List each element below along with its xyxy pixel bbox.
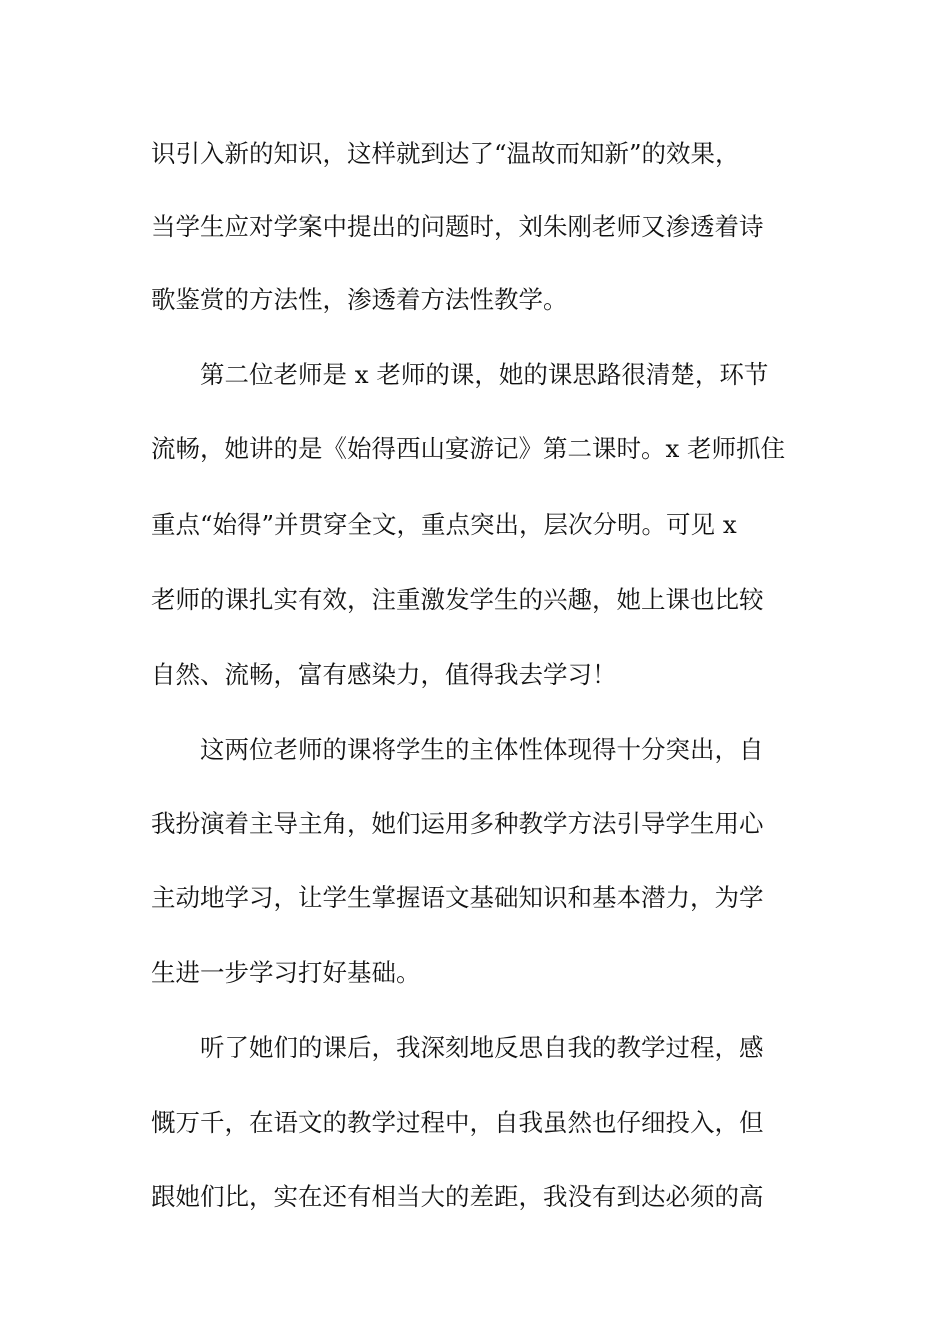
text-line: 跟她们比，实在还有相当大的差距，我没有到达必须的高	[151, 1182, 764, 1211]
text-line: 歌鉴赏的方法性，渗透着方法性教学。	[151, 285, 568, 314]
paragraph-first-line: 这两位老师的课将学生的主体性体现得十分突出，自	[200, 735, 764, 764]
text-line: 主动地学习，让学生掌握语文基础知识和基本潜力，为学	[151, 883, 764, 912]
text-line: 当学生应对学案中提出的问题时，刘朱刚老师又渗透着诗	[151, 212, 764, 241]
text-line: 生进一步学习打好基础。	[151, 958, 421, 987]
paragraph-first-line: 第二位老师是 x 老师的课，她的课思路很清楚，环节	[200, 360, 769, 389]
paragraph-first-line: 听了她们的课后，我深刻地反思自我的教学过程，感	[200, 1033, 764, 1062]
text-line: 自然、流畅，富有感染力，值得我去学习！	[151, 660, 617, 689]
text-line: 慨万千，在语文的教学过程中，自我虽然也仔细投入，但	[151, 1108, 764, 1137]
text-line: 重点“始得”并贯穿全文，重点突出，层次分明。可见 x	[151, 510, 737, 539]
text-line: 识引入新的知识，这样就到达了“温故而知新”的效果，	[151, 139, 740, 168]
text-line: 我扮演着主导主角，她们运用多种教学方法引导学生用心	[151, 809, 764, 838]
text-line: 老师的课扎实有效，注重激发学生的兴趣，她上课也比较	[151, 585, 764, 614]
text-line: 流畅，她讲的是《始得西山宴游记》第二课时。x 老师抓住	[151, 434, 786, 463]
